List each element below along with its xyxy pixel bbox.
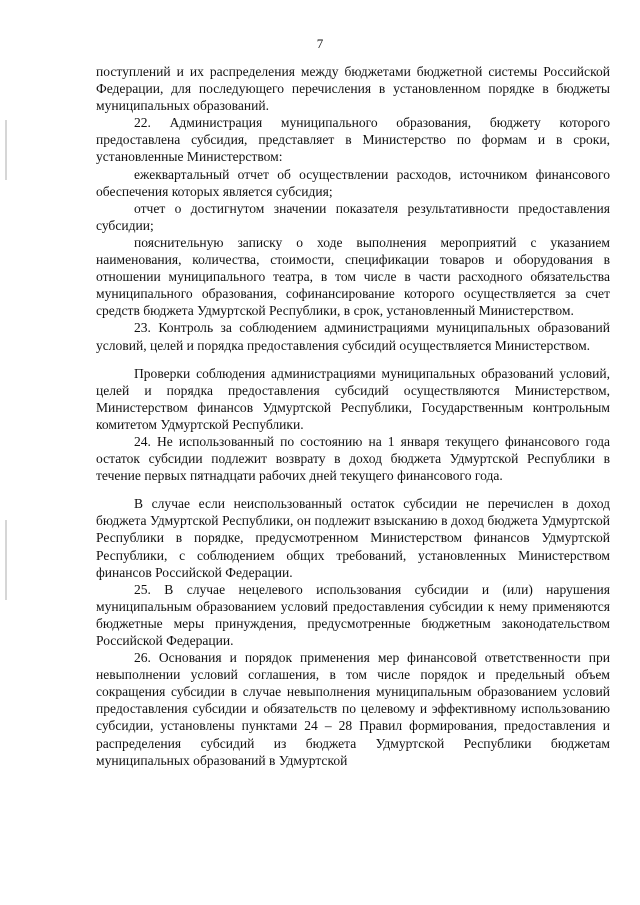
- scan-edge-mark: [5, 120, 7, 180]
- paragraph-clause-23: 23. Контроль за соблюдением администрациями муниципальных образований условий, целей и порядка предоставления субсидий осуществляется Министерством.: [96, 320, 610, 353]
- paragraph-quarterly-report: ежеквартальный отчет об осуществлении расходов, источником финансового обеспечения которых является субсидия;: [96, 166, 610, 199]
- paragraph-inspections: Проверки соблюдения администрациями муниципальных образований условий, целей и порядка предоставления субсидий осуществляются Министерством, Министерством финансов Удмуртской Республики, Государственным контрольным комитетом Удмуртской Республики.: [96, 365, 610, 432]
- paragraph-clause-25: 25. В случае нецелевого использования субсидии и (или) нарушения муниципальным образованием условий предоставления субсидии к нему применяются бюджетные меры принуждения, предусмотренные бюджетным законодательством Российской Федерации.: [96, 581, 610, 648]
- document-body: [96, 63, 610, 769]
- page-number: 7: [316, 36, 324, 51]
- paragraph-clause-26: 26. Основания и порядок применения мер финансовой ответственности при невыполнении условий соглашения, в том числе порядок и предельный объем сокращения субсидии в случае невыполнения муниципальным образованием условий предоставления субсидии и обязательств по целевому и эффективному использованию субсидии, установлены пунктами 24 – 28 Правил формирования, предоставления и распределения субсидий из бюджета Удмуртской Республики бюджетам муниципальных образований в Удмуртской: [96, 650, 610, 768]
- paragraph-clause-24: 24. Не использованный по состоянию на 1 января текущего финансового года остаток субсидии подлежит возврату в доход бюджета Удмуртской Республики в течение первых пятнадцати рабочих дней текущего финансового года.: [96, 433, 610, 484]
- paragraph-recovery: В случае если неиспользованный остаток субсидии не перечислен в доход бюджета Удмуртской Республики, он подлежит взысканию в доход бюджета Удмуртской Республики в порядке, предусмотренном Министерством финансов Удмуртской Республики, с соблюдением общих требований, установленных Министерством финансов Российской Федерации.: [96, 496, 610, 580]
- paragraph-clause-22: 22. Администрация муниципального образования, бюджету которого предоставлена субсидия, представляет в Министерство по формам и в сроки, установленные Министерством:: [96, 115, 610, 165]
- scan-edge-mark: [5, 520, 7, 600]
- paragraph-continuation: поступлений и их распределения между бюджетами бюджетной системы Российской Федерации, для последующего перечисления в установленном порядке в бюджеты муниципальных образований.: [96, 64, 610, 114]
- paragraph-indicator-report: отчет о достигнутом значении показателя результативности предоставления субсидии;: [96, 200, 610, 233]
- paragraph-explanatory-note: пояснительную записку о ходе выполнения мероприятий с указанием наименования, количества, стоимости, спецификации товаров и оборудования в отношении муниципального театра, в том числе в части расходного обязательства муниципального образования, софинансирование которого осуществляется за счет средств бюджета Удмуртской Республики, в срок, установленный Министерством.: [96, 234, 610, 319]
